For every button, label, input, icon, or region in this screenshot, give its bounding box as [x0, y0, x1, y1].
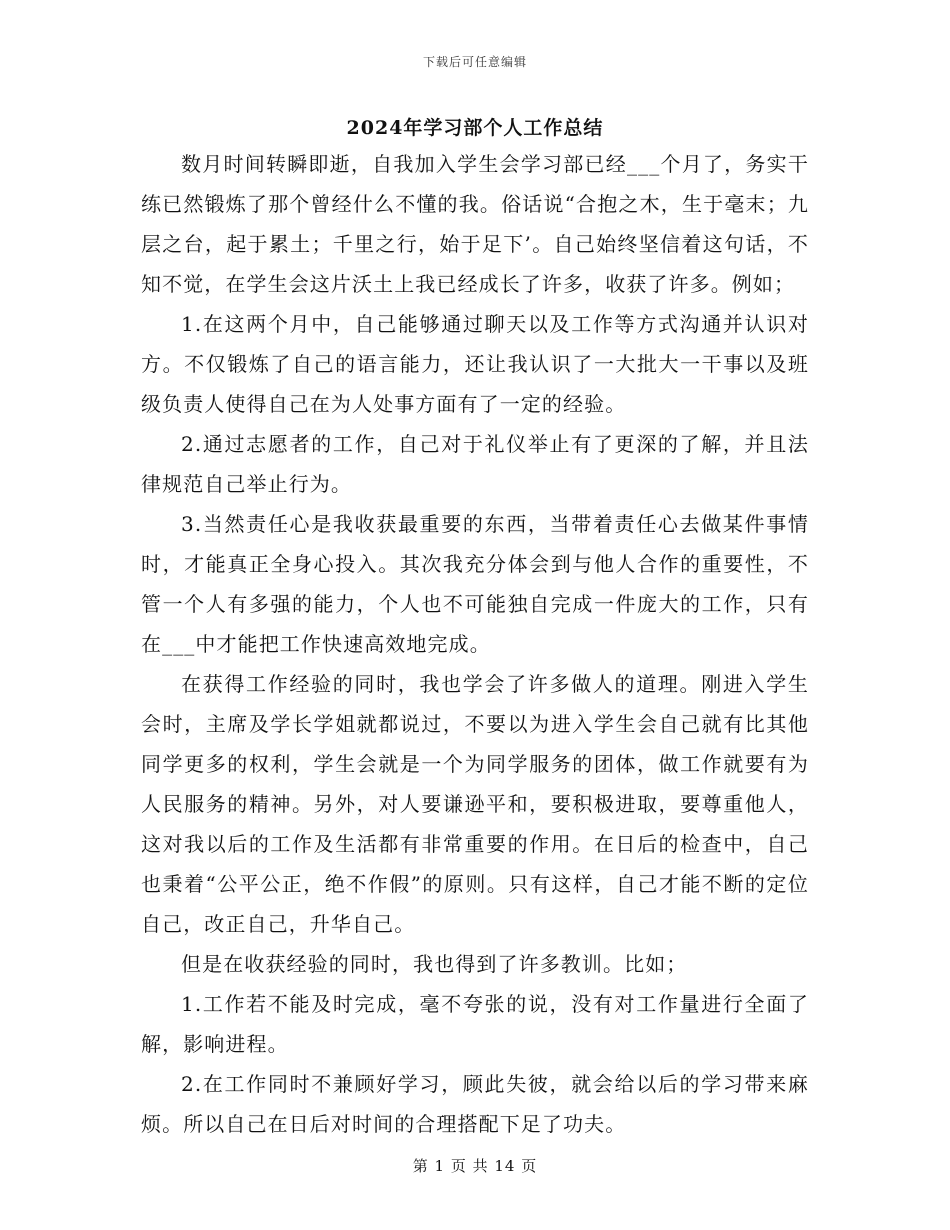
paragraph-gain-1: 1.在这两个月中，自己能够通过聊天以及工作等方式沟通并认识对方。不仅锻炼了自己的语言能力，还让我认识了一大批大一干事以及班级负责人使得自己在为人处事方面有了一定的经验。 [141, 312, 809, 416]
paragraph-gain-3: 3.当然责任心是我收获最重要的东西，当带着责任心去做某件事情时，才能真正全身心投入。其次我充分体会到与他人合作的重要性，不管一个人有多强的能力，个人也不可能独自完成一件庞大的工作，只有在___中才能把工作快速高效地完成。 [141, 512, 809, 656]
paragraph-lessons-intro: 但是在收获经验的同时，我也得到了许多教训。比如； [181, 952, 688, 976]
header-note: 下载后可任意编辑 [422, 55, 527, 69]
page-number: 第 1 页 共 14 页 [412, 1157, 538, 1175]
paragraph-intro: 数月时间转瞬即逝，自我加入学生会学习部已经___个月了，务实干练已然锻炼了那个曾经什么不懂的我。俗话说“合抱之木，生于毫末；九层之台，起于累土；千里之行，始于足下’。自己始终坚信着这句话，不知不觉，在学生会这片沃土上我已经成长了许多，收获了许多。例如； [141, 152, 809, 296]
document-body [141, 144, 809, 1144]
paragraph-lessons-people: 在获得工作经验的同时，我也学会了许多做人的道理。刚进入学生会时，主席及学长学姐就都说过，不要以为进入学生会自己就有比其他同学更多的权利，学生会就是一个为同学服务的团体，做工作就要有为人民服务的精神。另外，对人要谦逊平和，要积极进取，要尊重他人，这对我以后的工作及生活都有非常重要的作用。在日后的检查中，自己也秉着“公平公正，绝不作假”的原则。只有这样，自己才能不断的定位自己，改正自己，升华自己。 [141, 672, 809, 936]
paragraph-lesson-1: 1.工作若不能及时完成，毫不夸张的说，没有对工作量进行全面了解，影响进程。 [141, 992, 809, 1056]
paragraph-gain-2: 2.通过志愿者的工作，自己对于礼仪举止有了更深的了解，并且法律规范自己举止行为。 [141, 432, 809, 496]
paragraph-lesson-2: 2.在工作同时不兼顾好学习，顾此失彼，就会给以后的学习带来麻烦。所以自己在日后对时间的合理搭配下足了功夫。 [141, 1072, 809, 1136]
document-title: 2024年学习部个人工作总结 [346, 117, 604, 139]
